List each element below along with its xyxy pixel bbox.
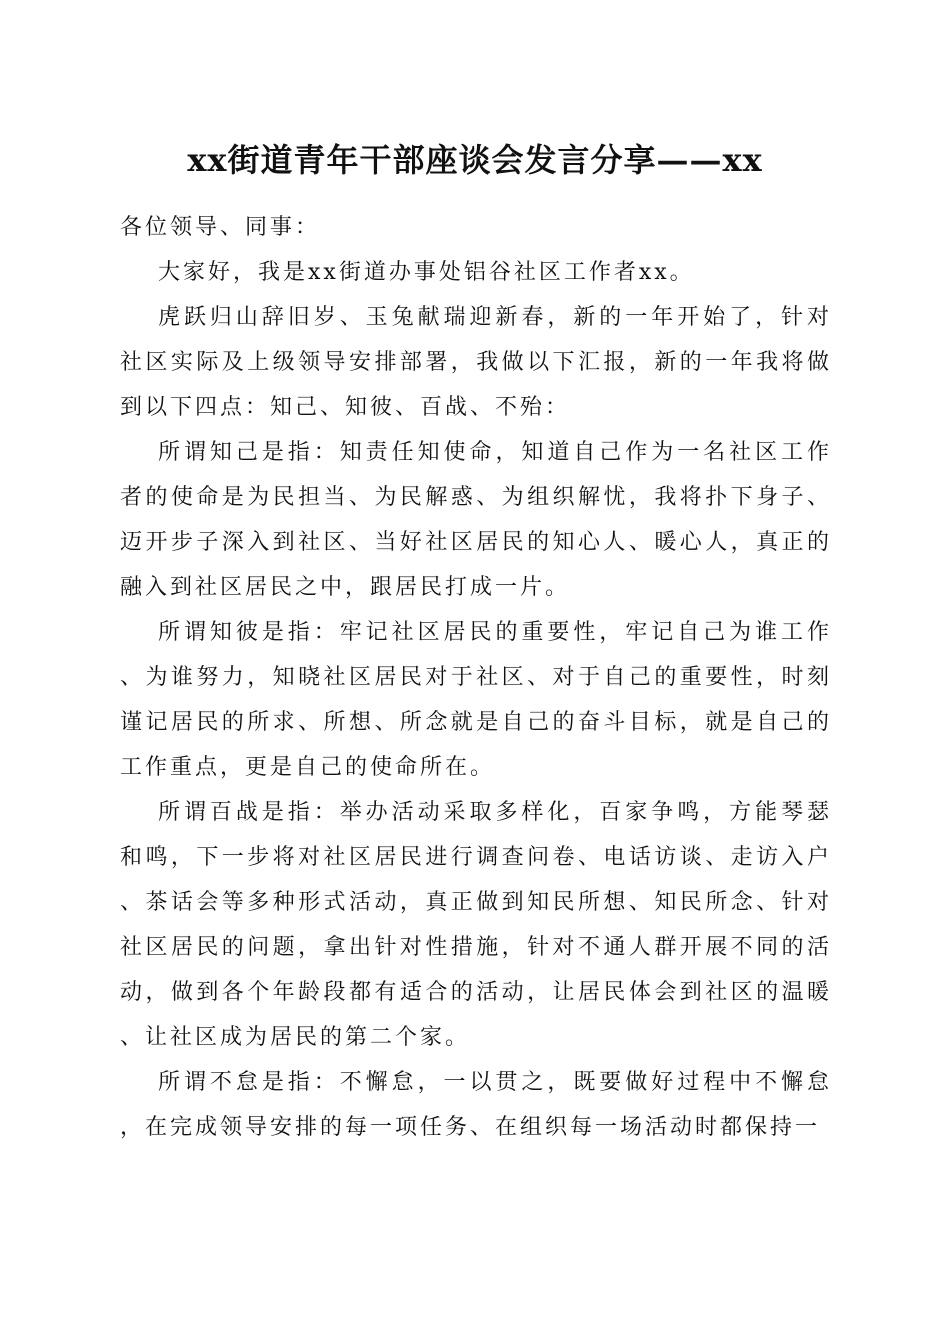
zhibi-paragraph: 所谓知彼是指：牢记社区居民的重要性，牢记自己为谁工作、为谁努力，知晓社区居民对于社区、对于自己的重要性，时刻谨记居民的所求、所想、所念就是自己的奋斗目标，就是自己的工作重点，更是自己的使命所在。	[120, 620, 832, 780]
greeting-paragraph: 大家好，我是xx街道办事处铝谷社区工作者xx。	[158, 260, 695, 285]
salutation: 各位领导、同事：	[120, 215, 321, 240]
intro-paragraph: 虎跃归山辞旧岁、玉兔献瑞迎新春，新的一年开始了，针对社区实际及上级领导安排部署，我做以下汇报，新的一年我将做到以下四点：知己、知彼、百战、不殆：	[120, 305, 832, 420]
zhiji-paragraph: 所谓知己是指：知责任知使命，知道自己作为一名社区工作者的使命是为民担当、为民解惑、为组织解忧，我将扑下身子、迈开步子深入到社区、当好社区居民的知心人、暖心人，真正的融入到社区居民之中，跟居民打成一片。	[120, 440, 832, 600]
baizhan-paragraph: 所谓百战是指：举办活动采取多样化，百家争鸣，方能琴瑟和鸣，下一步将对社区居民进行调查问卷、电话访谈、走访入户、茶话会等多种形式活动，真正做到知民所想、知民所念、针对社区居民的问题，拿出针对性措施，针对不通人群开展不同的活动，做到各个年龄段都有适合的活动，让居民体会到社区的温暖、让社区成为居民的第二个家。	[120, 800, 832, 1050]
budai-paragraph: 所谓不怠是指：不懈怠，一以贯之，既要做好过程中不懈怠，在完成领导安排的每一项任务、在组织每一场活动时都保持一	[120, 1070, 832, 1140]
document-title: xx街道青年干部座谈会发言分享——xx	[187, 141, 763, 179]
document-body	[120, 205, 832, 1150]
